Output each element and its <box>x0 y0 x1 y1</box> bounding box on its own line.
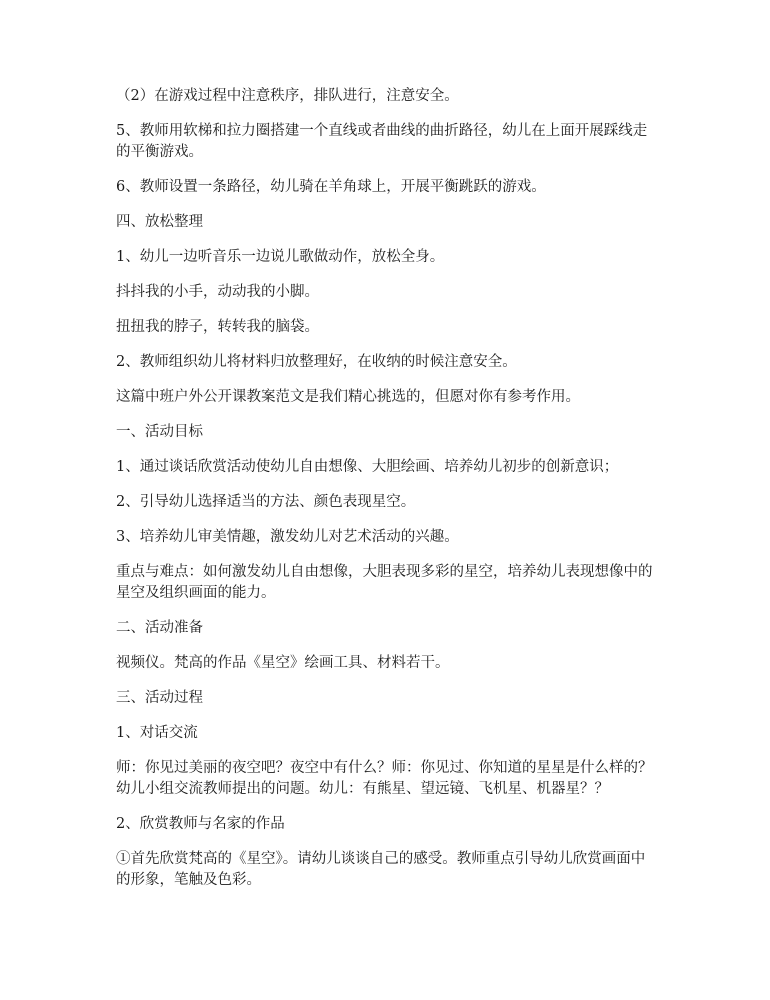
document-body <box>116 86 656 905</box>
paragraph: 3、培养幼儿审美情趣，激发幼儿对艺术活动的兴趣。 <box>116 529 459 545</box>
section-heading: 一、活动目标 <box>116 424 203 440</box>
paragraph: 视频仪。梵高的作品《星空》绘画工具、材料若干。 <box>116 655 450 671</box>
section-heading: 四、放松整理 <box>116 214 203 230</box>
paragraph: 重点与难点：如何激发幼儿自由想像，大胆表现多彩的星空，培养幼儿表现想像中的星空及组织画面的能力。 <box>116 564 653 601</box>
section-heading: 三、活动过程 <box>116 690 203 706</box>
paragraph: 6、教师设置一条路径，幼儿骑在羊角球上，开展平衡跳跃的游戏。 <box>116 179 546 195</box>
paragraph: 2、引导幼儿选择适当的方法、颜色表现星空。 <box>116 494 416 510</box>
paragraph: 这篇中班户外公开课教案范文是我们精心挑选的，但愿对你有参考作用。 <box>116 389 580 405</box>
paragraph: 抖抖我的小手，动动我的小脚。 <box>116 284 319 300</box>
paragraph: 1、通过谈话欣赏活动使幼儿自由想像、大胆绘画、培养幼儿初步的创新意识； <box>116 459 619 475</box>
paragraph: 2、教师组织幼儿将材料归放整理好，在收纳的时候注意安全。 <box>116 354 517 370</box>
paragraph: 1、幼儿一边听音乐一边说儿歌做动作，放松全身。 <box>116 249 445 265</box>
section-heading: 二、活动准备 <box>116 620 203 636</box>
paragraph: 扭扭我的脖子，转转我的脑袋。 <box>116 319 319 335</box>
paragraph: 5、教师用软梯和拉力圈搭建一个直线或者曲线的曲折路径，幼儿在上面开展踩线走的平衡游戏。 <box>116 123 648 160</box>
paragraph: 2、欣赏教师与名家的作品 <box>116 816 285 832</box>
paragraph: 1、对话交流 <box>116 725 198 741</box>
paragraph: （2）在游戏过程中注意秩序，排队进行，注意安全。 <box>116 88 459 104</box>
paragraph: 师：你见过美丽的夜空吧？夜空中有什么？师：你见过、你知道的星星是什么样的？幼儿小组交流教师提出的问题。幼儿：有熊星、望远镜、飞机星、机器星？？ <box>116 760 653 797</box>
paragraph: ①首先欣赏梵高的《星空》。请幼儿谈谈自己的感受。教师重点引导幼儿欣赏画面中的形象，笔触及色彩。 <box>116 851 646 888</box>
